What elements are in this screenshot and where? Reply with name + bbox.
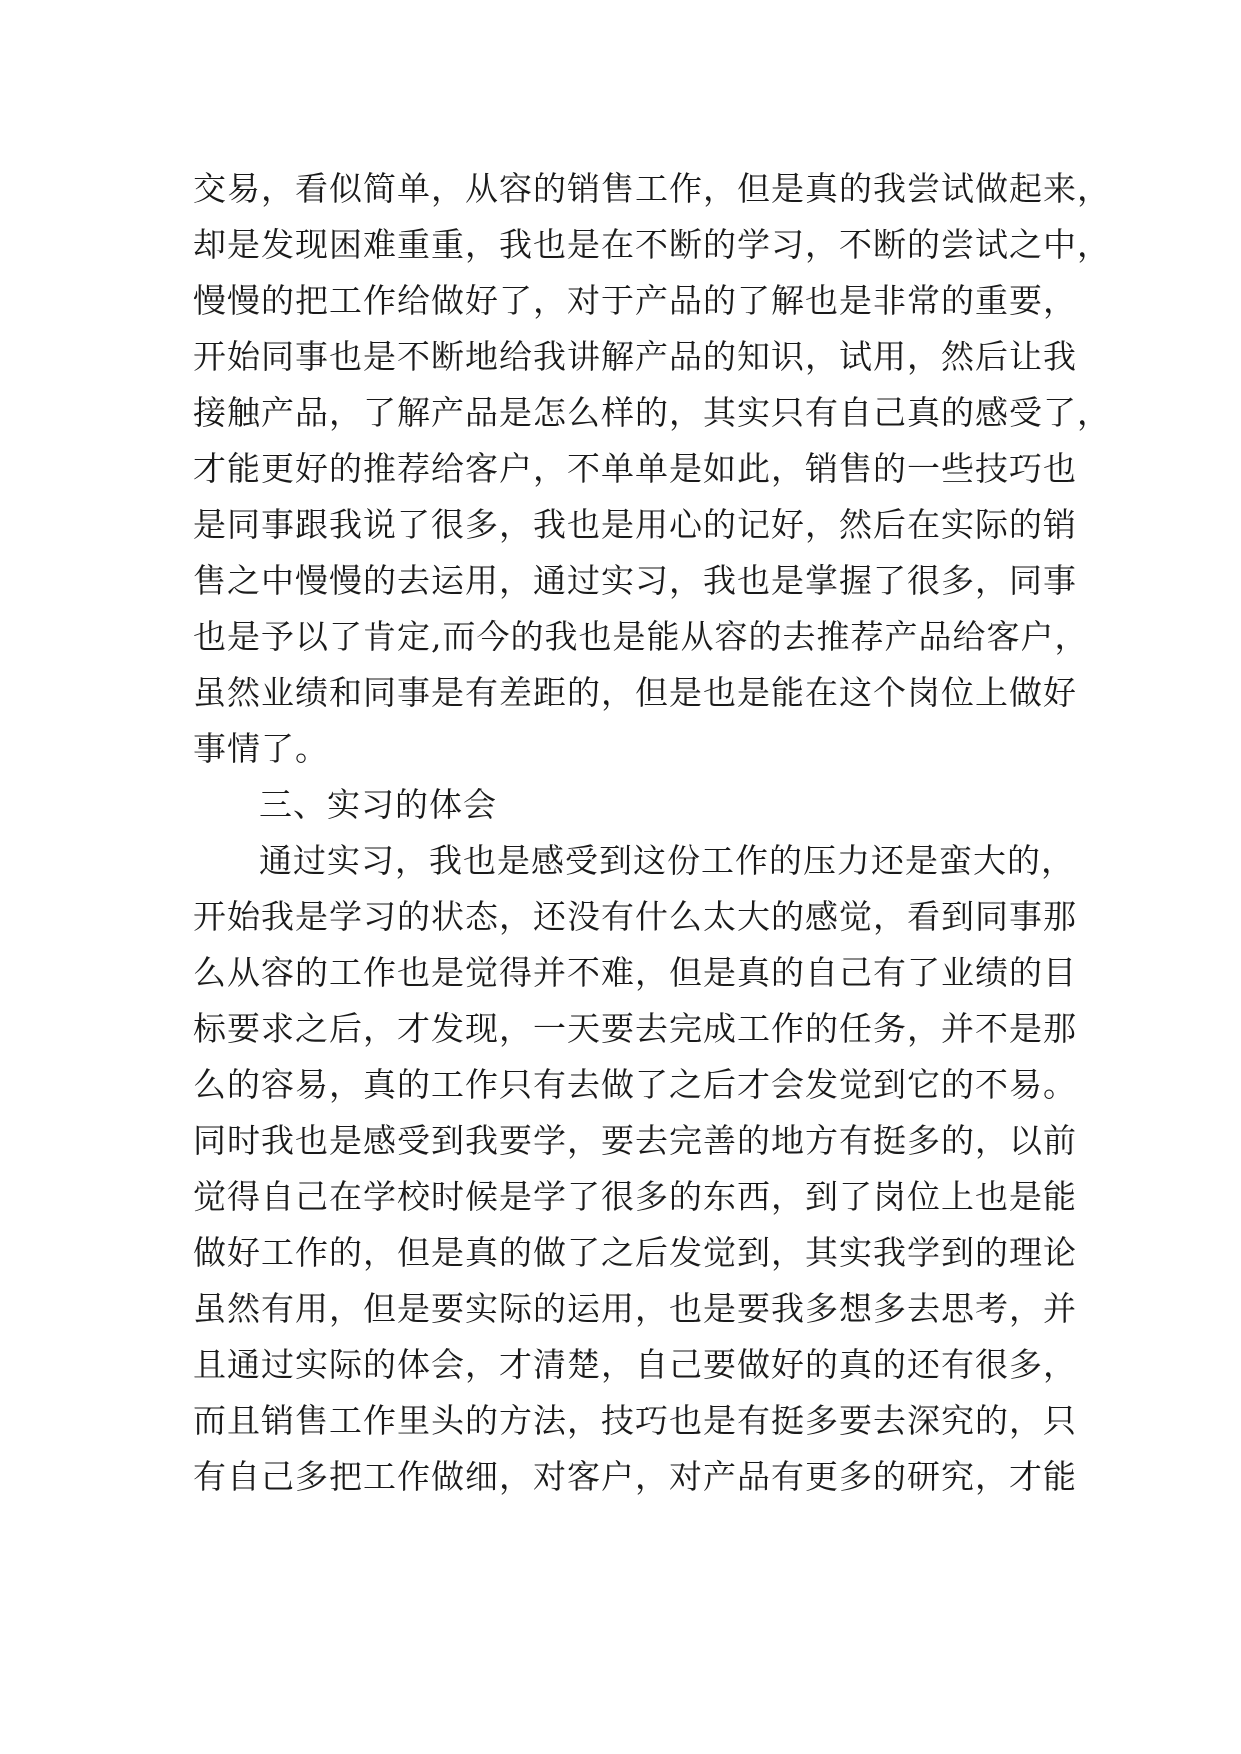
paragraph-1 <box>193 161 1111 777</box>
paragraph-line: 才能更好的推荐给客户，不单单是如此，销售的一些技巧也 <box>193 449 1077 488</box>
paragraph-line: 开始同事也是不断地给我讲解产品的知识，试用，然后让我 <box>193 337 1077 376</box>
paragraph-line: 而且销售工作里头的方法，技巧也是有挺多要去深究的，只 <box>193 1401 1077 1440</box>
paragraph-line: 有自己多把工作做细，对客户，对产品有更多的研究，才能 <box>193 1457 1077 1496</box>
paragraph-line: 么的容易，真的工作只有去做了之后才会发觉到它的不易。 <box>193 1065 1077 1104</box>
paragraph-line: 觉得自己在学校时候是学了很多的东西，到了岗位上也是能 <box>193 1177 1077 1216</box>
paragraph-line: 事情了。 <box>193 729 329 768</box>
paragraph-line: 虽然业绩和同事是有差距的，但是也是能在这个岗位上做好 <box>193 673 1077 712</box>
paragraph-line: 通过实习，我也是感受到这份工作的压力还是蛮大的， <box>259 841 1075 880</box>
paragraph-line: 虽然有用，但是要实际的运用，也是要我多想多去思考，并 <box>193 1289 1077 1328</box>
paragraph-line: 慢慢的把工作给做好了，对于产品的了解也是非常的重要， <box>193 281 1077 320</box>
paragraph-line: 接触产品，了解产品是怎么样的，其实只有自己真的感受了， <box>193 393 1111 432</box>
paragraph-line: 标要求之后，才发现，一天要去完成工作的任务，并不是那 <box>193 1009 1077 1048</box>
paragraph-line: 也是予以了肯定,而今的我也是能从容的去推荐产品给客户， <box>193 617 1089 656</box>
section-heading: 三、实习的体会 <box>259 785 497 824</box>
paragraph-line: 做好工作的，但是真的做了之后发觉到，其实我学到的理论 <box>193 1233 1077 1272</box>
paragraph-line: 却是发现困难重重，我也是在不断的学习，不断的尝试之中， <box>193 225 1111 264</box>
paragraph-line: 么从容的工作也是觉得并不难，但是真的自己有了业绩的目 <box>193 953 1077 992</box>
paragraph-2 <box>193 833 1077 1505</box>
paragraph-line: 且通过实际的体会，才清楚，自己要做好的真的还有很多， <box>193 1345 1077 1384</box>
paragraph-line: 开始我是学习的状态，还没有什么太大的感觉，看到同事那 <box>193 897 1077 936</box>
paragraph-line: 同时我也是感受到我要学，要去完善的地方有挺多的，以前 <box>193 1121 1077 1160</box>
paragraph-line: 是同事跟我说了很多，我也是用心的记好，然后在实际的销 <box>193 505 1077 544</box>
document-body <box>193 161 1111 1505</box>
paragraph-line: 售之中慢慢的去运用，通过实习，我也是掌握了很多，同事 <box>193 561 1077 600</box>
paragraph-line: 交易，看似简单，从容的销售工作，但是真的我尝试做起来， <box>193 169 1111 208</box>
